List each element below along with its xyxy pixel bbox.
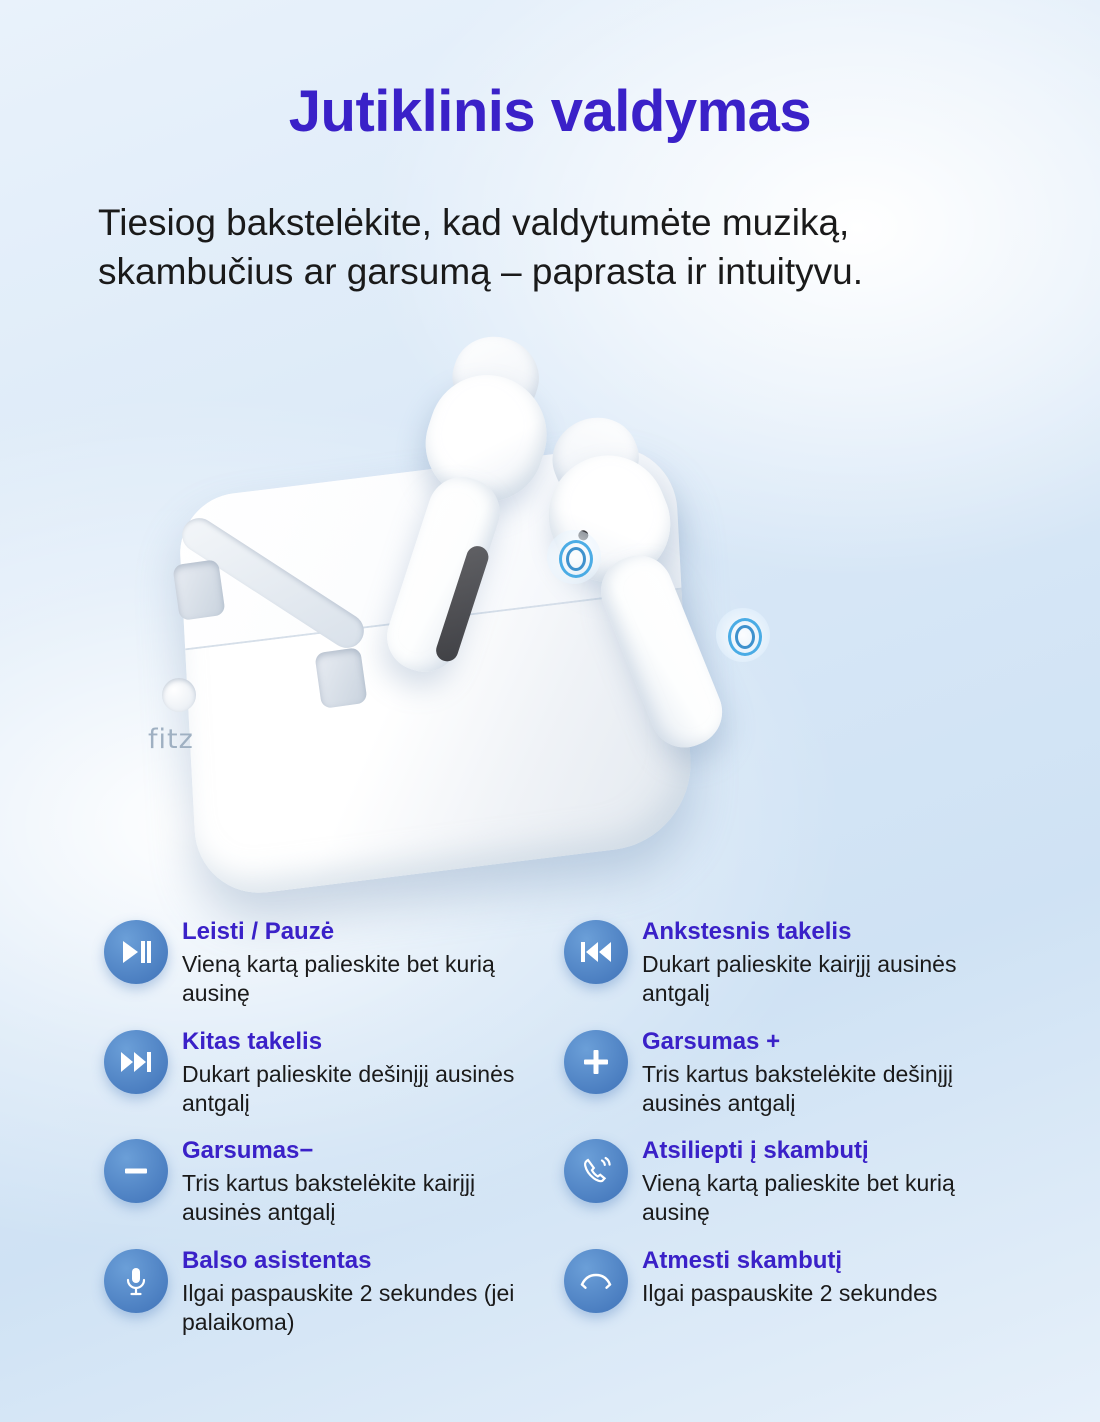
feature-item [104,916,544,1008]
product-illustration [0,350,1100,910]
charging-case-slot-right [314,647,367,709]
feature-title: Leisti / Pauzė [182,918,335,945]
feature-list [104,916,1004,1337]
feature-title: Garsumas− [182,1137,314,1165]
end-call-icon [564,1249,628,1313]
feature-title: Garsumas + [642,1027,781,1055]
feature-item [564,1245,1004,1337]
fingerprint-touch-indicator [547,530,601,584]
volume-up-icon [564,1030,628,1094]
feature-text [642,916,1004,1008]
feature-title: Kitas takelis [182,1027,323,1055]
feature-item [104,1135,544,1227]
microphone-icon [104,1249,168,1313]
feature-item [104,1245,544,1337]
feature-description: Vieną kartą palieskite bet kurią ausinę [182,950,495,1006]
feature-item [564,1026,1004,1118]
feature-item [564,916,1004,1008]
feature-description: Tris kartus bakstelėkite dešinįjį ausinės antgalį [642,1060,954,1116]
feature-text [182,1245,544,1337]
charging-case-led [162,678,196,712]
feature-title: Atsiliepti į skambutį [642,1137,869,1165]
feature-description: Tris kartus bakstelėkite kairįjį ausinės antgalį [182,1170,476,1226]
feature-item [564,1135,1004,1227]
fingerprint-touch-indicator [716,608,770,662]
charging-case-slot-left [172,559,225,621]
answer-call-icon [564,1139,628,1203]
brand-logo: fitz [148,724,194,755]
feature-text [182,1135,544,1227]
feature-title: Ankstesnis takelis [642,918,852,945]
feature-title: Atmesti skambutį [642,1247,843,1275]
feature-title: Balso asistentas [182,1247,372,1275]
feature-description: Dukart palieskite kairįjį ausinės antgalį [642,950,957,1006]
feature-text [182,916,544,1008]
previous-track-icon [564,920,628,984]
feature-text [182,1026,544,1118]
feature-description: Ilgai paspauskite 2 sekundes [642,1280,938,1306]
feature-item [104,1026,544,1118]
page-subtitle: Tiesiog bakstelėkite, kad valdytumėte muziką, skambučius ar garsumą – paprasta ir intuityvu. [98,202,864,293]
feature-description: Dukart palieskite dešinįjį ausinės antgalį [182,1060,515,1116]
feature-text [642,1026,1004,1118]
volume-down-icon [104,1139,168,1203]
feature-description: Ilgai paspauskite 2 sekundes (jei palaikoma) [182,1280,515,1335]
feature-text [642,1135,1004,1227]
page-title: Jutiklinis valdymas [288,79,812,144]
next-track-icon [104,1030,168,1094]
feature-description: Vieną kartą palieskite bet kurią ausinę [642,1170,955,1226]
feature-text [642,1245,937,1308]
play-pause-icon [104,920,168,984]
